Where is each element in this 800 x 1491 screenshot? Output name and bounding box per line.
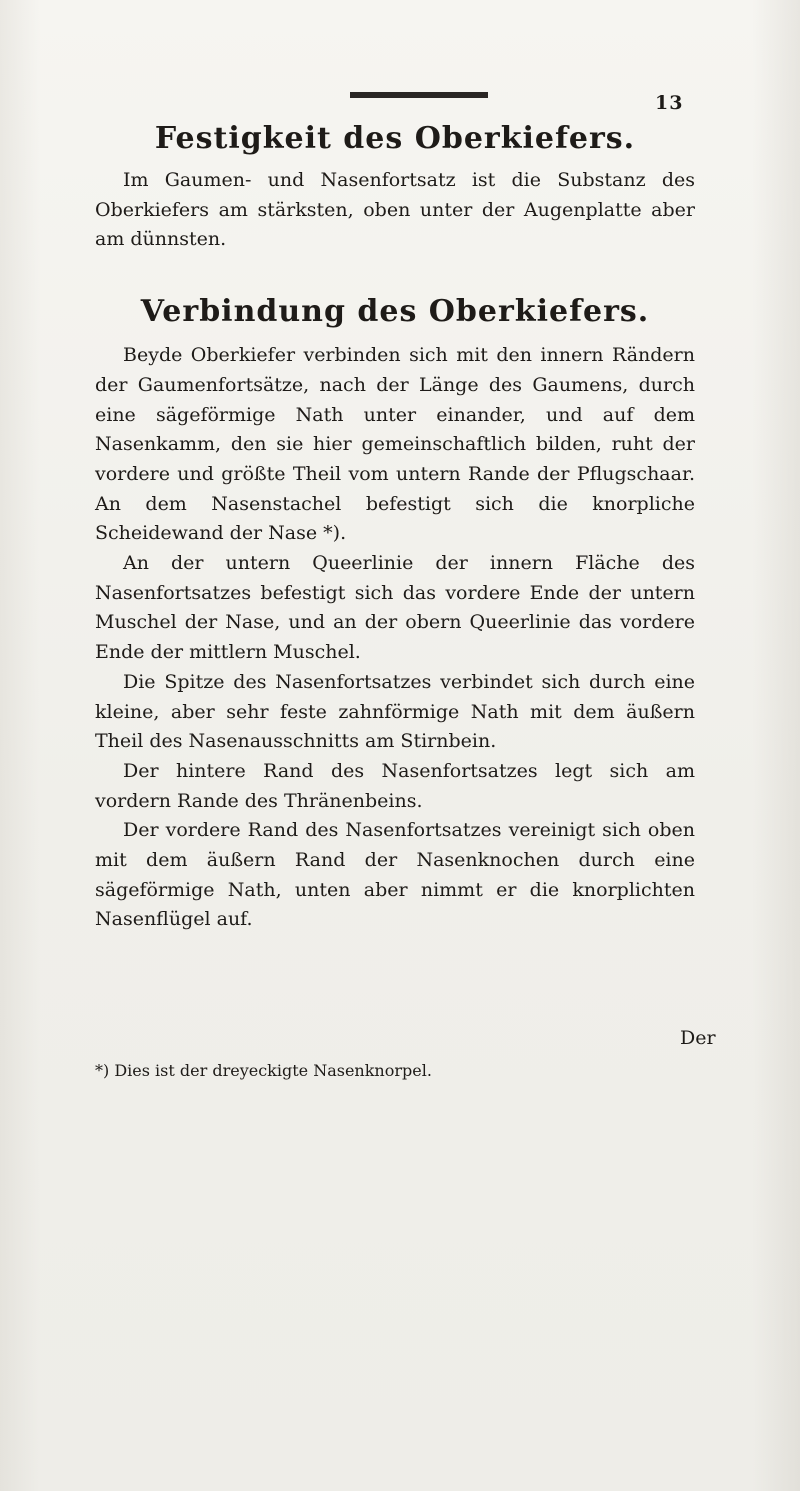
paragraph-connection-2: An der untern Queerlinie der innern Fläche des Nasenfortsatzes befestigt sich das vordere Ende der untern Muschel der Nase, und an der obern Queerlinie das vordere Ende der mittlern Muschel.: [95, 552, 695, 664]
catchword: Der: [680, 1027, 716, 1049]
page-gutter-shadow: [0, 0, 40, 1491]
page-number: 13: [655, 92, 684, 114]
main-text: [95, 118, 695, 935]
paragraph-connection-4: Der hintere Rand des Nasenfortsatzes legt sich am vordern Rande des Thränenbeins.: [95, 759, 695, 812]
section-heading-connection: Verbindung des Oberkiefers.: [140, 294, 650, 330]
section-heading-strength: Festigkeit des Oberkiefers.: [154, 121, 636, 156]
footnote: *) Dies ist der dreyeckigte Nasenknorpel.: [95, 1061, 432, 1080]
paragraph-connection-3: Die Spitze des Nasenfortsatzes verbindet sich durch eine kleine, aber sehr feste zahnförmige Nath mit dem äußern Theil des Nasenausschnitts am Stirnbein.: [95, 670, 695, 753]
paragraph-connection-1: Beyde Oberkiefer verbinden sich mit den innern Rändern der Gaumenfortsätze, nach der Länge des Gaumens, durch eine sägeförmige Nath unter einander, und auf dem Nasenkamm, den sie hier gemeinschaftlich bilden, ruht der vordere und größte Theil vom untern Rande der Pflugschaar. An dem Nasenstachel befestigt sich die knorpliche Scheidewand der Nase *).: [95, 344, 695, 545]
header-rule: [350, 92, 488, 98]
paragraph-connection-5: Der vordere Rand des Nasenfortsatzes vereinigt sich oben mit dem äußern Rand der Nasenknochen durch eine sägeförmige Nath, unten aber nimmt er die knorplichten Nasenflügel auf.: [95, 819, 695, 931]
paragraph-strength: Im Gaumen- und Nasenfortsatz ist die Substanz des Oberkiefers am stärksten, oben unter der Augenplatte aber am dünnsten.: [95, 169, 695, 251]
page-edge-shadow: [752, 0, 800, 1491]
